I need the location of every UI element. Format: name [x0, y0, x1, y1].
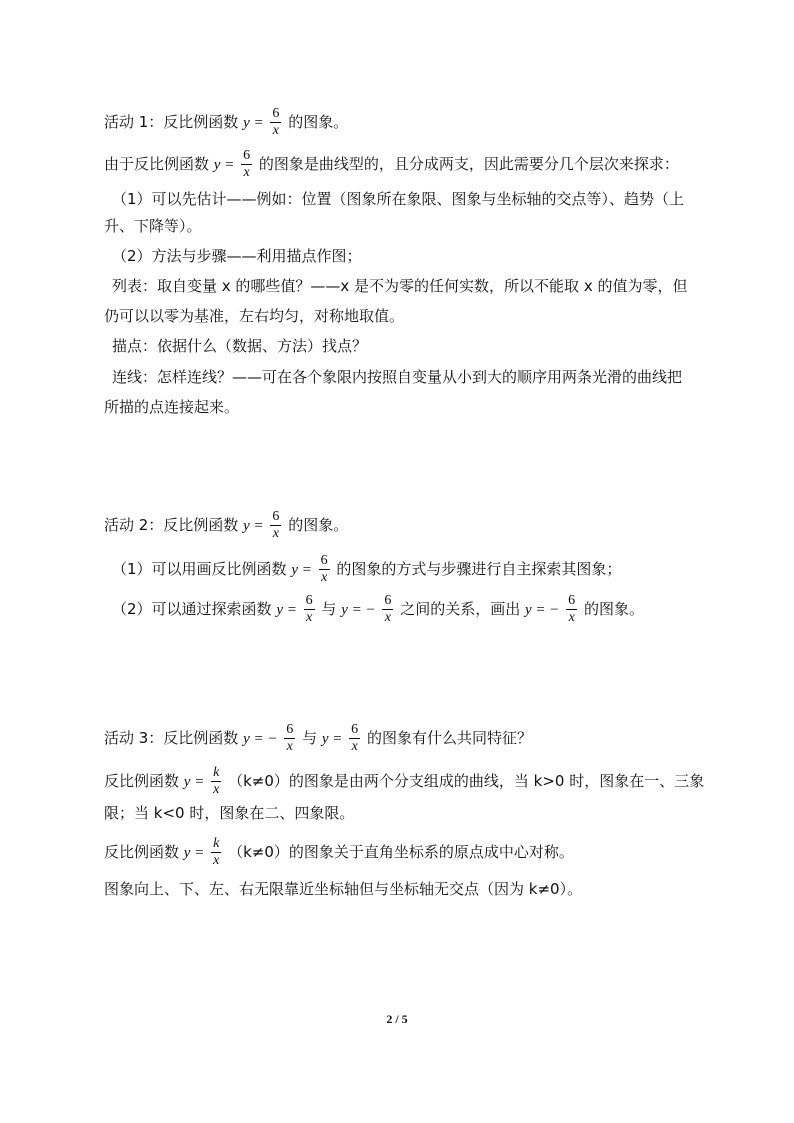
activity-3-title-text: 活动 3：反比例函数	[104, 729, 239, 747]
denominator: x	[272, 123, 280, 138]
denominator: x	[384, 610, 392, 625]
step-2-text-middle: 之间的关系，画出	[400, 600, 521, 618]
intro-text: 由于反比例函数	[104, 155, 210, 173]
step-2-text-suffix: 的图象。	[583, 600, 644, 618]
fraction-k-over-x	[211, 836, 221, 869]
formula-y-eq: y =	[213, 157, 235, 173]
feature-1-text-suffix: （k≠0）的图象是由两个分支组成的曲线，当 k>0 时，图象在一、三象	[228, 772, 705, 790]
formula-y-eq-neg: y = −	[524, 602, 560, 618]
numerator: 6	[286, 722, 294, 737]
step-2-text: （2）可以通过探索函数	[112, 600, 272, 618]
formula-y-eq: y =	[183, 774, 205, 790]
step-1-text: （1）可以用画反比例函数	[112, 560, 287, 578]
fraction-6-over-x	[319, 553, 330, 586]
fraction-6-over-x	[241, 148, 252, 181]
numerator: 6	[272, 106, 280, 121]
feature-1-line-1	[104, 765, 704, 798]
numerator: k	[213, 765, 220, 780]
denominator: x	[568, 610, 575, 625]
denominator: x	[286, 739, 293, 754]
denominator: x	[272, 526, 280, 541]
denominator: x	[321, 570, 328, 585]
tabulate-line-2: 仍可以以零为基准，左右均匀，对称地取值。	[104, 307, 405, 325]
activity-2-step-1	[112, 553, 621, 586]
fraction-6-over-x	[566, 593, 577, 626]
fraction-6-over-x	[270, 509, 281, 542]
formula-y-eq: y =	[243, 518, 264, 534]
method-steps: （2）方法与步骤——利用描点作图；	[112, 247, 362, 265]
connect-line-1: 连线：怎样连线？——可在各个象限内按照自变量从小到大的顺序用两条光滑的曲线把	[112, 368, 683, 386]
step-1-text-suffix: 的图象的方式与步骤进行自主探索其图象；	[336, 560, 622, 578]
feature-2-text: 反比例函数	[104, 843, 180, 861]
activity-3-title-suffix: 的图象有什么共同特征？	[366, 729, 532, 747]
feature-2	[104, 836, 574, 869]
formula-y-eq: y =	[276, 602, 297, 618]
activity-1-title	[104, 106, 348, 139]
estimate-line-2: 升、下降等）。	[104, 217, 202, 235]
feature-3: 图象向上、下、左、右无限靠近坐标轴但与坐标轴无交点（因为 k≠0）。	[104, 880, 583, 898]
numerator: 6	[568, 593, 576, 608]
numerator: 6	[243, 148, 251, 163]
activity-1-intro	[104, 148, 679, 181]
tabulate-line-1: 列表：取自变量 x 的哪些值？——x 是不为零的任何实数，所以不能取 x 的值为零，但	[112, 277, 688, 295]
fraction-6-over-x	[382, 593, 393, 626]
activity-3-title	[104, 722, 532, 755]
numerator: 6	[272, 509, 280, 524]
numerator: k	[213, 836, 220, 851]
fraction-6-over-x	[349, 722, 360, 755]
activity-2-step-2	[112, 593, 644, 626]
numerator: 6	[320, 553, 328, 568]
activity-1-title-text: 活动 1：反比例函数	[104, 113, 239, 131]
feature-1-text: 反比例函数	[104, 772, 180, 790]
denominator: x	[213, 782, 220, 797]
denominator: x	[213, 853, 220, 868]
fraction-k-over-x	[211, 765, 221, 798]
numerator: 6	[384, 593, 392, 608]
fraction-6-over-x	[284, 722, 295, 755]
activity-2-title-text: 活动 2：反比例函数	[104, 516, 239, 534]
activity-2-title	[104, 509, 348, 542]
feature-1-line-2: 限；当 k<0 时，图象在二、四象限。	[104, 804, 355, 822]
connect-line-2: 所描的点连接起来。	[104, 398, 240, 416]
formula-y-eq: y =	[321, 731, 343, 747]
denominator: x	[306, 610, 313, 625]
estimate-line-1: （1）可以先估计——例如：位置（图象所在象限、图象与坐标轴的交点等）、趋势（上	[112, 190, 685, 208]
formula-y-eq: y =	[243, 115, 264, 131]
step-2-conjunction: 与	[321, 600, 337, 618]
formula-y-eq-neg: y = −	[341, 602, 376, 618]
plot-points: 描点：依据什么（数据、方法）找点？	[112, 337, 368, 355]
fraction-6-over-x	[270, 106, 281, 139]
activity-2-title-suffix: 的图象。	[288, 516, 349, 534]
numerator: 6	[351, 722, 359, 737]
numerator: 6	[305, 593, 313, 608]
denominator: x	[243, 165, 250, 180]
formula-y-eq-neg: y = −	[243, 731, 278, 747]
denominator: x	[351, 739, 358, 754]
activity-1-title-suffix: 的图象。	[288, 113, 349, 131]
formula-y-eq: y =	[291, 562, 312, 578]
fraction-6-over-x	[304, 593, 315, 626]
activity-3-conjunction: 与	[302, 729, 318, 747]
page-number: 2 / 5	[386, 1012, 408, 1026]
formula-y-eq: y =	[183, 845, 205, 861]
intro-text-suffix: 的图象是曲线型的，且分成两支，因此需要分几个层次来探求：	[258, 155, 679, 173]
feature-2-text-suffix: （k≠0）的图象关于直角坐标系的原点成中心对称。	[228, 843, 574, 861]
